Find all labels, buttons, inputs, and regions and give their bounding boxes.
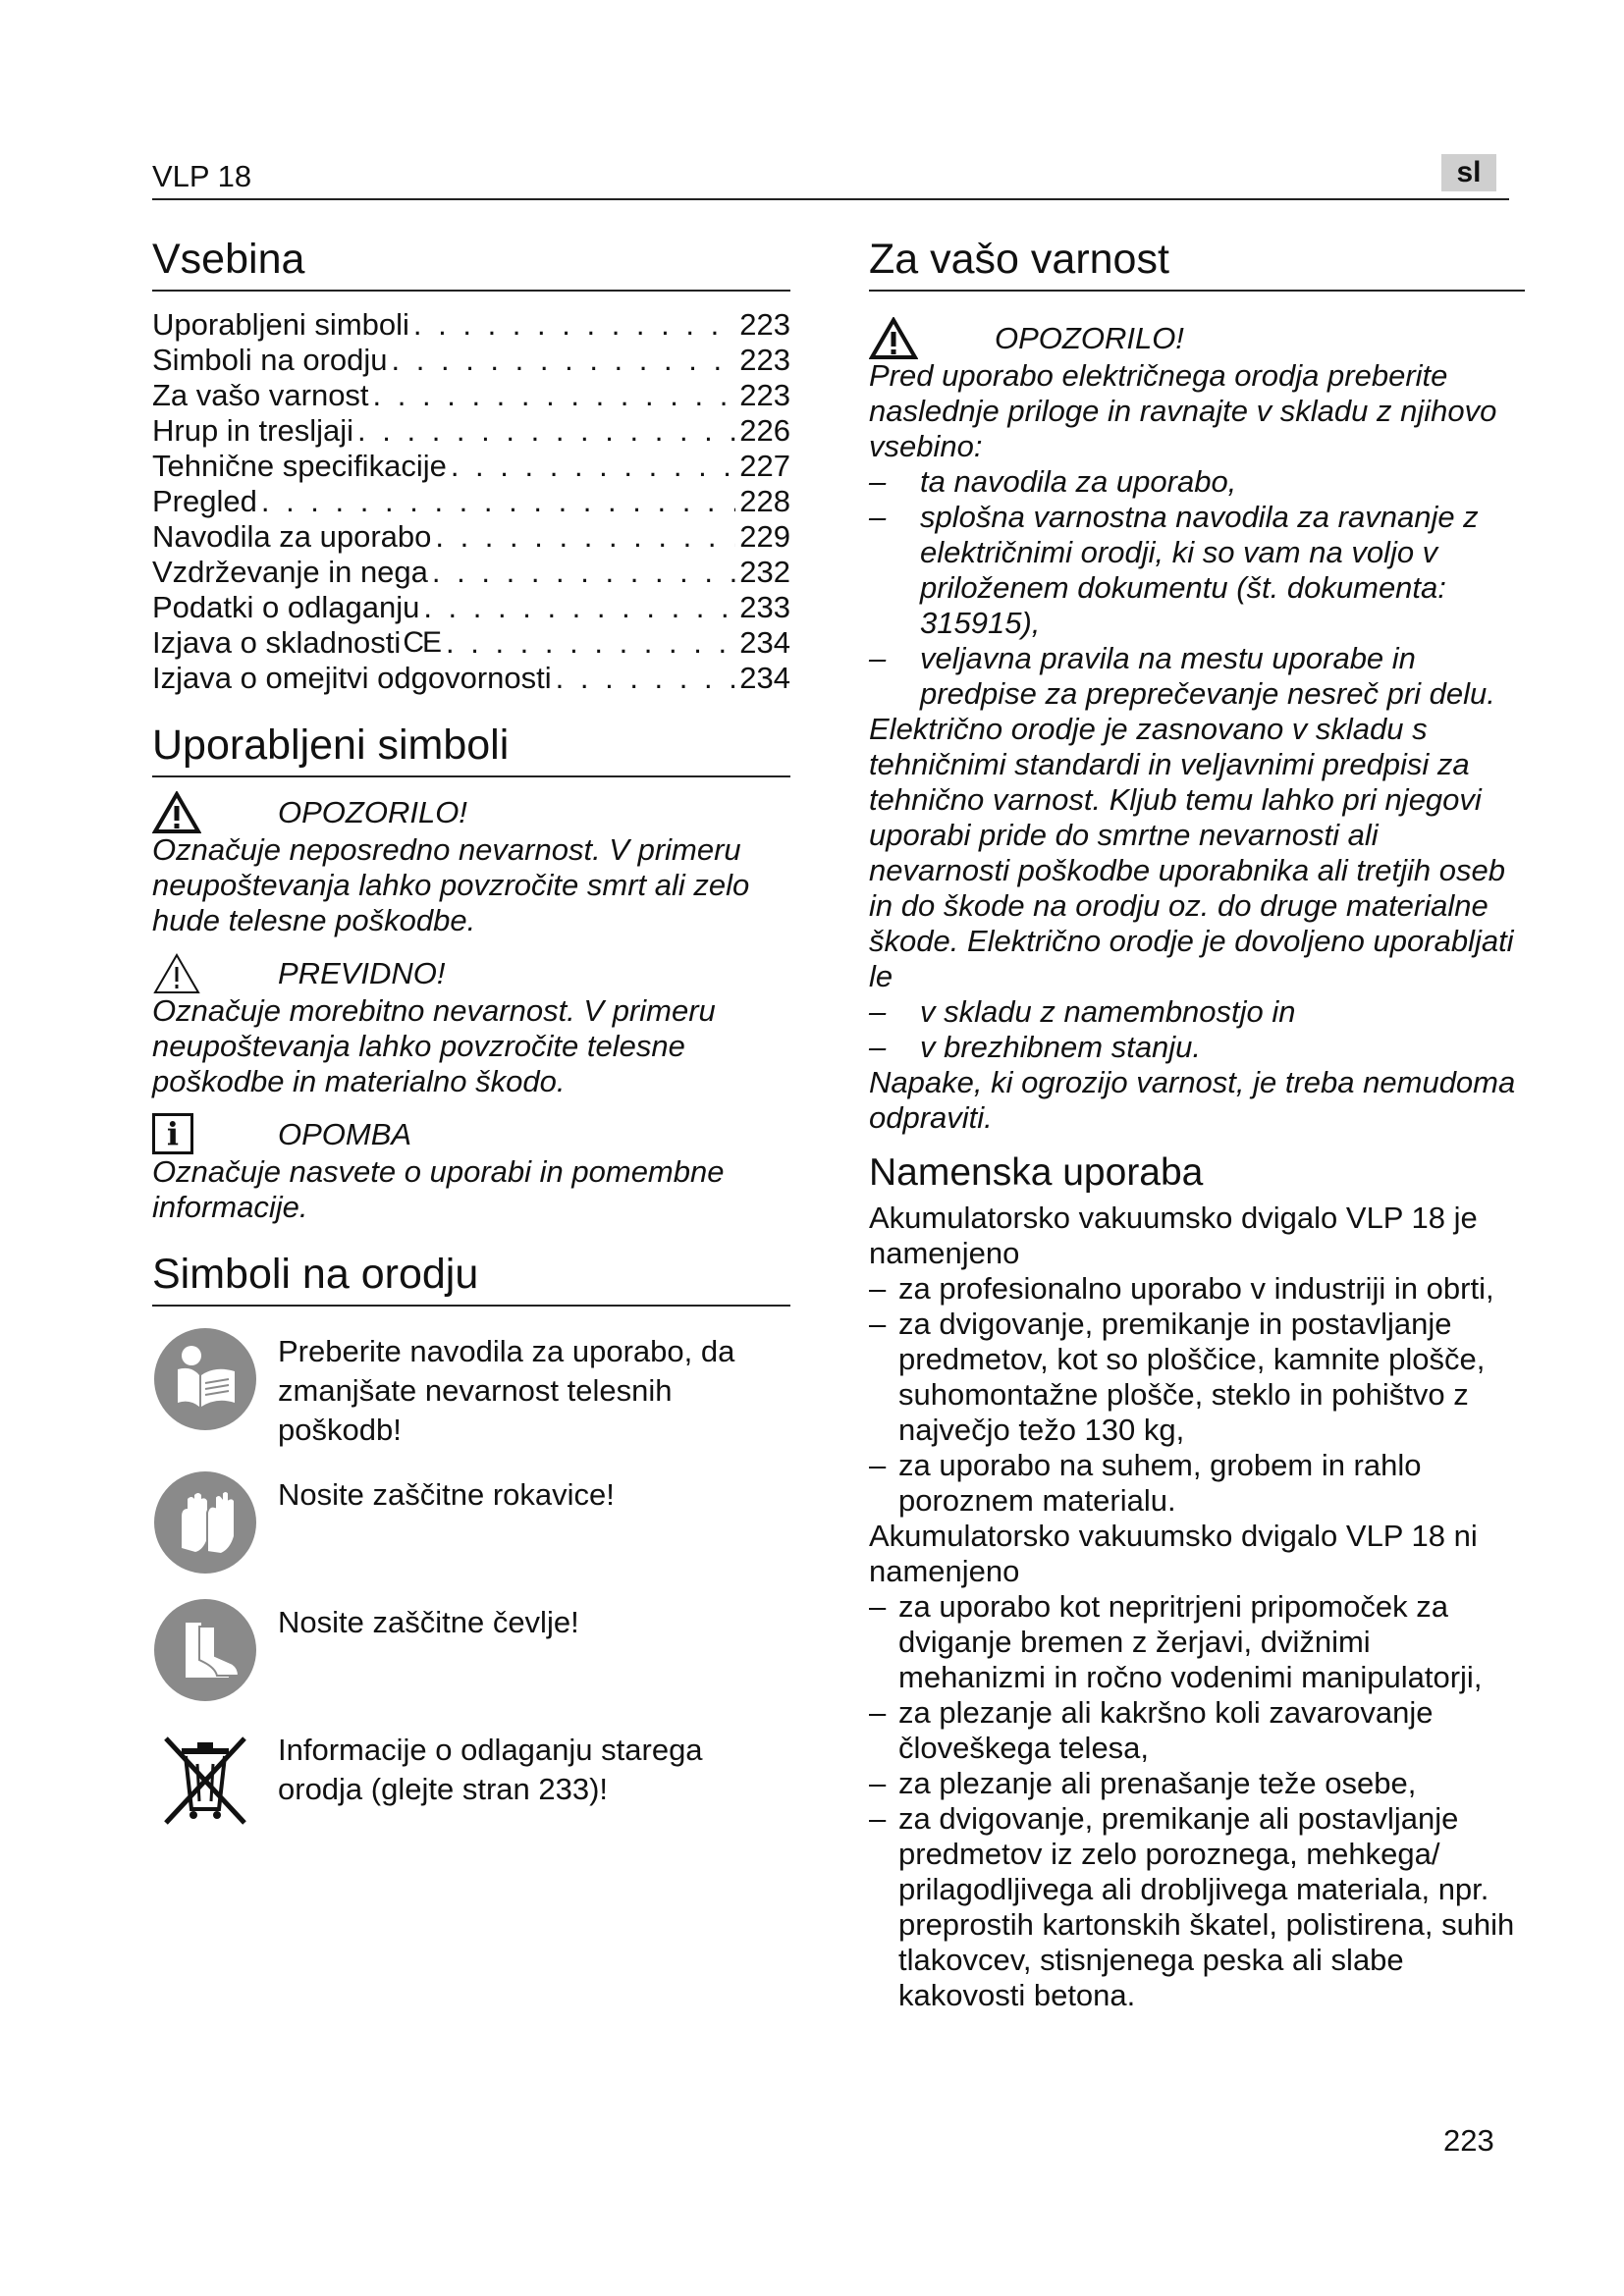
safety-closing: Napake, ki ogrozijo varnost, je treba nemudoma odpraviti. xyxy=(869,1065,1516,1135)
toc-entry xyxy=(152,555,790,590)
toc-entry-title: Simboli na orodju xyxy=(152,343,388,377)
gloves-icon xyxy=(152,1469,258,1575)
toc-leader-dots xyxy=(428,555,735,590)
toc-entry-page: 233 xyxy=(739,590,790,624)
toc-entry-page: 226 xyxy=(739,413,790,448)
toc-entry xyxy=(152,343,790,378)
toc-entry xyxy=(152,661,790,696)
tool-symbols-heading: Simboli na orodju xyxy=(152,1251,790,1307)
safety-paragraph: Električno orodje je zasnovano v skladu s tehničnimi standardi in veljavnimi predpisi za tehnično varnost. Kljub temu lahko pri njegovi uporabi pride do smrtne nevarnosti ali nevarnosti poškodbe uporabnika ali tretjih oseb in do škode na orodju oz. do druge materialne škode. Električno orodje je dovoljeno uporabljati le xyxy=(869,712,1514,993)
not-intended-intro: Akumulatorsko vakuumsko dvigalo VLP 18 ni namenjeno xyxy=(869,1519,1478,1588)
warning-label: OPOZORILO! xyxy=(278,795,467,829)
caution-triangle-icon xyxy=(152,952,201,995)
list-item: – ta navodila za uporabo, xyxy=(869,464,1237,499)
toc-entry-page: 223 xyxy=(739,378,790,412)
warning-text: Označuje neposredno nevarnost. V primeru neupoštevanja lahko povzročite smrt ali zelo hude telesne poškodbe. xyxy=(152,832,750,937)
safety-intro: Pred uporabo električnega orodja preberite naslednje priloge in ravnajte v skladu z njihovo vsebino: xyxy=(869,358,1497,463)
tool-symbol-row xyxy=(152,1469,790,1577)
toc-leader-dots xyxy=(552,661,736,696)
document-model: VLP 18 xyxy=(152,159,252,193)
tool-symbol-text: Informacije o odlaganju starega orodja (glejte stran 233)! xyxy=(278,1733,703,1806)
caution-notice xyxy=(152,954,790,1099)
toc-entry-title: Uporabljeni simboli xyxy=(152,307,409,342)
tool-symbol-text: Preberite navodila za uporabo, da zmanjšate nevarnost telesnih poškodb! xyxy=(278,1334,735,1447)
warning-notice xyxy=(152,793,790,938)
caution-label: PREVIDNO! xyxy=(278,956,446,990)
toc-heading: Vsebina xyxy=(152,236,790,292)
tool-symbol-row xyxy=(152,1597,790,1705)
toc-entry xyxy=(152,449,790,484)
toc-leader-dots xyxy=(431,519,735,555)
safety-documents-list xyxy=(869,464,1525,712)
note-text: Označuje nasvete o uporabi in pomembne informacije. xyxy=(152,1154,725,1224)
crossed-bin-icon xyxy=(152,1725,258,1831)
toc-entry-title: Podatki o odlaganju xyxy=(152,590,420,624)
toc-entry-page: 234 xyxy=(739,661,790,695)
toc-leader-dots xyxy=(419,590,735,625)
toc-leader-dots xyxy=(353,413,735,449)
tool-symbol-text: Nosite zaščitne rokavice! xyxy=(278,1477,615,1512)
toc-entry-title: Navodila za uporabo xyxy=(152,519,432,554)
toc-entry xyxy=(152,590,790,625)
toc-leader-dots xyxy=(442,625,735,661)
toc-entry-title: Izjava o skladnosti xyxy=(152,625,402,660)
list-item: – za profesionalno uporabo v industriji in obrti, xyxy=(869,1271,1494,1306)
list-item: – v skladu z namembnostjo in xyxy=(869,994,1296,1029)
toc-leader-dots xyxy=(409,307,735,343)
safety-warning xyxy=(869,319,1525,464)
toc-leader-dots xyxy=(447,449,735,484)
toc-entry-page: 232 xyxy=(739,555,790,589)
toc-entry-title: Pregled xyxy=(152,484,257,518)
list-item: – za uporabo kot nepritrjeni pripomoček za dviganje bremen z žerjavi, dvižnimi mehanizmi in ročno vodenimi manipulatorji, xyxy=(869,1589,1483,1694)
right-column xyxy=(869,236,1525,2013)
tool-symbol-text: Nosite zaščitne čevlje! xyxy=(278,1605,579,1639)
list-item: – za uporabo na suhem, grobem in rahlo poroznem materialu. xyxy=(869,1448,1422,1518)
intended-use-list xyxy=(869,1271,1525,1519)
toc-entry-page: 229 xyxy=(739,519,790,554)
warning-triangle-icon xyxy=(152,791,201,834)
toc-entry xyxy=(152,625,790,661)
toc-entry-page: 223 xyxy=(739,307,790,342)
toc-entry-page: 223 xyxy=(739,343,790,377)
header-divider xyxy=(152,198,1509,200)
list-item: – v brezhibnem stanju. xyxy=(869,1030,1202,1064)
list-item: – za dvigovanje, premikanje in postavljanje predmetov, kot so ploščice, kamnite plošče, suhomontažne plošče, steklo in pohištvo z največjo težo 130 kg, xyxy=(869,1307,1486,1447)
info-icon: i xyxy=(152,1113,201,1156)
not-intended-list xyxy=(869,1589,1525,2013)
boots-icon xyxy=(152,1597,258,1703)
safety-conditions-list xyxy=(869,994,1525,1065)
toc-leader-dots xyxy=(388,343,736,378)
tool-symbol-row xyxy=(152,1725,790,1833)
note-label: OPOMBA xyxy=(278,1117,412,1151)
toc-entry xyxy=(152,413,790,449)
symbols-used-heading: Uporabljeni simboli xyxy=(152,721,790,777)
page-number: 223 xyxy=(1443,2123,1494,2158)
intended-use-intro: Akumulatorsko vakuumsko dvigalo VLP 18 je namenjeno xyxy=(869,1201,1478,1270)
toc-entry xyxy=(152,378,790,413)
symbols-used-section xyxy=(152,721,790,1225)
toc-entry-title: Za vašo varnost xyxy=(152,378,369,412)
read-manual-icon xyxy=(152,1326,258,1432)
toc-entry-page: 227 xyxy=(739,449,790,483)
left-column xyxy=(152,236,790,1833)
caution-text: Označuje morebitno nevarnost. V primeru neupoštevanja lahko povzročite telesne poškodbe in materialno škodo. xyxy=(152,993,716,1098)
intended-use-heading: Namenska uporaba xyxy=(869,1151,1204,1194)
safety-heading: Za vašo varnost xyxy=(869,236,1525,292)
tool-symbols-section xyxy=(152,1251,790,1833)
toc-leader-dots xyxy=(257,484,735,519)
table-of-contents xyxy=(152,307,790,696)
toc-entry-title: Hrup in tresljaji xyxy=(152,413,354,448)
toc-entry-title: Izjava o omejitvi odgovornosti xyxy=(152,661,552,695)
language-tag: sl xyxy=(1441,154,1496,191)
toc-entry xyxy=(152,307,790,343)
toc-entry xyxy=(152,484,790,519)
toc-entry-title: Tehnične specifikacije xyxy=(152,449,447,483)
safety-warning-label: OPOZORILO! xyxy=(995,321,1184,355)
toc-entry-page: 228 xyxy=(739,484,790,518)
list-item: – za dvigovanje, premikanje ali postavljanje predmetov iz zelo poroznega, mehkega/ prilagodljivega ali drobljivega materiala, npr. preprostih kartonskih škatel, polistirena, suhih tlakovcev, stisnjenega peska ali slabe kakovosti betona. xyxy=(869,1801,1515,2012)
list-item: – veljavna pravila na mestu uporabe in predpise za preprečevanje nesreč pri delu. xyxy=(869,641,1495,711)
list-item: – za plezanje ali kakršno koli zavarovanje človeškega telesa, xyxy=(869,1695,1434,1765)
list-item: – splošna varnostna navodila za ravnanje z električnimi orodji, ki so vam na voljo v priloženem dokumentu (št. dokumenta: 315915), xyxy=(869,500,1479,640)
list-item: – za plezanje ali prenašanje teže osebe, xyxy=(869,1766,1417,1800)
warning-triangle-icon xyxy=(869,317,918,360)
note-notice xyxy=(152,1115,790,1225)
toc-entry-title: Vzdrževanje in nega xyxy=(152,555,428,589)
toc-entry-page: 234 xyxy=(739,625,790,660)
ce-mark-icon: CE xyxy=(403,626,440,659)
tool-symbol-row xyxy=(152,1326,790,1450)
toc-leader-dots xyxy=(369,378,736,413)
toc-entry xyxy=(152,519,790,555)
